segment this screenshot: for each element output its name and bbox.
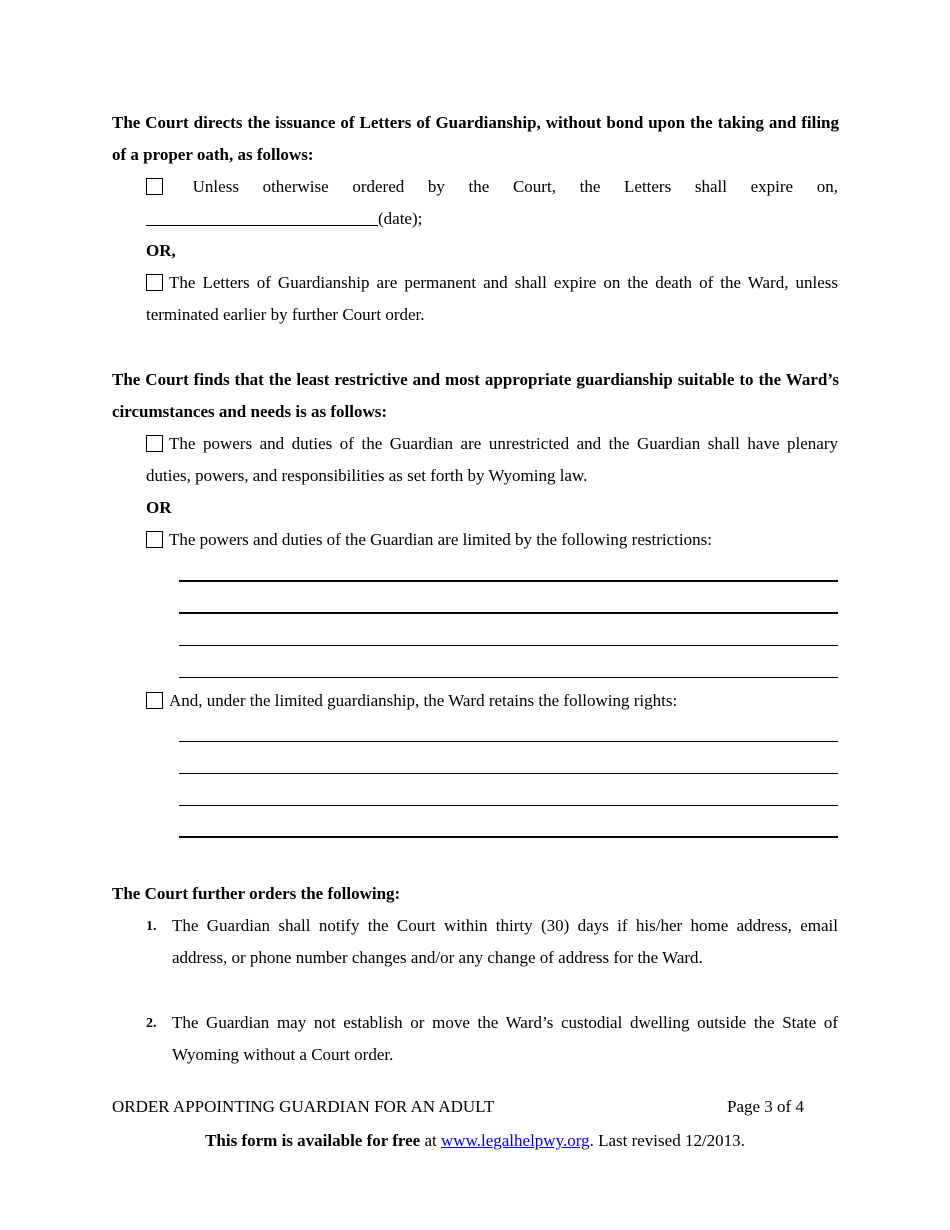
order-item-1-number: 1. — [146, 919, 157, 934]
rights-line-4[interactable] — [179, 836, 838, 838]
section2-option3 — [146, 685, 838, 717]
order-item-2-number: 2. — [146, 1016, 157, 1031]
checkbox-letters-permanent[interactable] — [146, 274, 163, 291]
section2-option2 — [146, 524, 838, 556]
section3-heading: The Court further orders the following: — [112, 884, 401, 903]
rights-line-1[interactable] — [179, 741, 838, 742]
section1-or: OR, — [146, 241, 176, 260]
footer-website-link[interactable]: www.legalhelpwy.org — [441, 1131, 590, 1150]
section1-option1-text: Unless otherwise ordered by the Court, the Letters shall expire on, — [192, 177, 838, 196]
section2-option2-text: The powers and duties of the Guardian are limited by the following restrictions: — [169, 530, 712, 549]
restriction-line-1[interactable] — [179, 580, 838, 582]
section2-option1 — [146, 428, 838, 492]
restriction-line-4[interactable] — [179, 677, 838, 678]
footer-page-number: Page 3 of 4 — [727, 1097, 804, 1116]
section1-date-line — [146, 203, 422, 235]
order-item-1-text: The Guardian shall notify the Court within thirty (30) days if his/her home address, email address, or phone number changes and/or any change of address for the Ward. — [172, 916, 838, 967]
section2-option3-text: And, under the limited guardianship, the Ward retains the following rights: — [169, 691, 678, 710]
checkbox-retained-rights[interactable] — [146, 692, 163, 709]
section1-option2-text: The Letters of Guardianship are permanent and shall expire on the death of the Ward, unless terminated earlier by further Court order. — [146, 273, 838, 324]
section2-option1-text: The powers and duties of the Guardian are unrestricted and the Guardian shall have plenary duties, powers, and responsibilities as set forth by Wyoming law. — [146, 434, 838, 485]
checkbox-letters-expire[interactable] — [146, 178, 163, 195]
footer-at: at — [420, 1131, 442, 1150]
rights-line-3[interactable] — [179, 805, 838, 806]
checkbox-limited[interactable] — [146, 531, 163, 548]
date-suffix: (date); — [378, 209, 423, 228]
section1-option2 — [146, 267, 838, 331]
footer-free-text: This form is available for free — [205, 1131, 421, 1150]
order-item-2-text: The Guardian may not establish or move the Ward’s custodial dwelling outside the State of Wyoming without a Court order. — [172, 1013, 838, 1064]
checkbox-unrestricted[interactable] — [146, 435, 163, 452]
date-blank[interactable] — [146, 208, 378, 226]
section1-option1-line — [146, 171, 838, 203]
restriction-line-3[interactable] — [179, 645, 838, 646]
footer-revised: . Last revised 12/2013. — [589, 1131, 745, 1150]
rights-line-2[interactable] — [179, 773, 838, 774]
footer-availability — [0, 1131, 950, 1151]
section2-heading: The Court finds that the least restrictive and most appropriate guardianship suitable to the Ward’s circumstances and needs is as follows: — [112, 370, 839, 421]
footer-form-title: ORDER APPOINTING GUARDIAN FOR AN ADULT — [112, 1097, 495, 1116]
restriction-line-2[interactable] — [179, 612, 838, 614]
section1-heading: The Court directs the issuance of Letters of Guardianship, without bond upon the taking and filing of a proper oath, as follows: — [112, 113, 839, 164]
section2-or: OR — [146, 498, 172, 517]
